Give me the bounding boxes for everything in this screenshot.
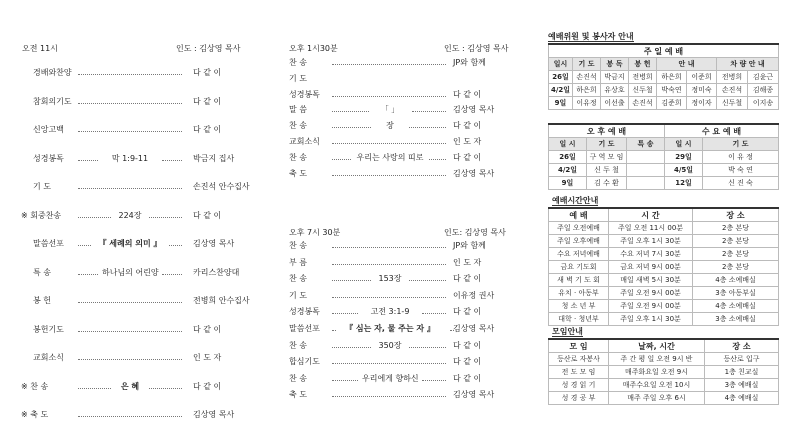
leader-dots — [78, 188, 182, 189]
schedule-col-time: 시 간 — [609, 208, 693, 222]
leader-dots — [422, 380, 446, 381]
morning-item-label: 특 송 — [33, 267, 51, 277]
evening-item-label: 축 도 — [289, 390, 307, 400]
afternoon-item-detail: 우리는 사랑의 띠로 — [356, 152, 424, 162]
afternoon-item-label: 찬 송 — [289, 58, 307, 67]
pm-row-cell: 신 진 숙 — [703, 177, 779, 190]
evening-item-label: 찬 송 — [289, 373, 307, 383]
afternoon-item-leader: 다 같 이 — [453, 152, 482, 162]
afternoon-item-label: 기 도 — [289, 73, 307, 83]
schedule-row-cell: 주일 오전 9시 00분 — [609, 300, 693, 313]
meetings-row-cell: 등산로 입구 — [705, 353, 779, 366]
sunday-row-cell: 이유정 — [573, 97, 601, 110]
sunday-row-cell: 하은희 — [657, 71, 687, 84]
leader-dots — [332, 347, 371, 348]
leader-dots — [162, 274, 182, 275]
leader-dots — [332, 247, 446, 248]
col-offering: 봉 헌 — [629, 58, 657, 71]
evening-item-leader: 다 같 이 — [453, 357, 482, 367]
leader-dots — [332, 175, 446, 176]
leader-dots — [169, 245, 182, 246]
morning-item-leader: 인 도 자 — [193, 353, 222, 362]
morning-item-leader: 손진석 안수집사 — [193, 182, 250, 191]
meetings-title-text: 모임안내 — [552, 327, 583, 336]
leader-dots — [332, 159, 351, 160]
wed-col-date: 일 시 — [665, 138, 703, 151]
sunday-row-cell: 4/2일 — [549, 84, 573, 97]
schedule-row — [549, 274, 779, 287]
schedule-row — [549, 313, 779, 326]
meetings-row-cell: 매주수요일 오전 10시 — [609, 379, 705, 392]
evening-item-leader: 김상영 목사 — [453, 390, 495, 400]
leader-dots — [162, 160, 182, 161]
leader-dots — [78, 160, 98, 161]
sunday-header: 주 일 예 배 — [549, 44, 779, 58]
schedule-row — [549, 222, 779, 235]
leader-dots — [332, 280, 371, 281]
leader-dots — [78, 359, 182, 360]
afternoon-item-detail: 「 」 — [380, 105, 400, 115]
schedule-row-cell: 주일 오후 1시 30분 — [609, 313, 693, 326]
leader-dots — [78, 388, 111, 389]
morning-item-leader: 다 같 이 — [193, 96, 222, 106]
leader-dots — [78, 416, 182, 417]
evening-item-label: 찬 송 — [289, 274, 307, 284]
sunday-row-cell: 박숙연 — [657, 84, 687, 97]
meetings-row-cell: 1층 친교실 — [705, 366, 779, 379]
col-reading: 봉 독 — [601, 58, 629, 71]
sunday-row-cell: 손진석 — [717, 84, 748, 97]
morning-item-leader: 다 같 이 — [193, 210, 222, 220]
col-date: 일시 — [549, 58, 573, 71]
morning-item-label: 성경봉독 — [33, 153, 64, 163]
afternoon-item-label: 교회소식 — [289, 137, 320, 146]
pm-header: 오 후 예 배 — [549, 124, 665, 138]
morning-item-label: ※ 회중찬송 — [21, 210, 62, 220]
evening-item-detail: 350장 — [378, 340, 402, 350]
servers-title — [548, 31, 634, 42]
schedule-row-cell: 주일 오후예배 — [549, 235, 609, 248]
leader-dots — [78, 274, 98, 275]
leader-dots — [78, 331, 182, 332]
schedule-row-cell: 주일 오전 9시 00분 — [609, 287, 693, 300]
morning-item-leader: 다 같 이 — [193, 324, 222, 334]
meetings-row-cell: 등산로 자봉사 — [549, 353, 609, 366]
meetings-row-cell: 3층 예배실 — [705, 379, 779, 392]
meetings-row — [549, 379, 779, 392]
morning-item-label: 봉헌기도 — [33, 324, 64, 334]
pm-row-cell: 29일 — [665, 151, 703, 164]
meetings-row-cell: 매주 주일 오후 6시 — [609, 392, 705, 405]
morning-item-label: ※ 찬 송 — [21, 381, 49, 391]
afternoon-time: 오후 1시30분 — [289, 44, 338, 53]
evening-item-leader: 다 같 이 — [453, 274, 482, 284]
leader-dots — [332, 297, 446, 298]
meetings-row-cell: 매주화요일 오전 9시 — [609, 366, 705, 379]
sunday-row-cell: 박금지 — [601, 71, 629, 84]
pm-row — [549, 164, 779, 177]
leader-dots — [78, 245, 91, 246]
schedule-row — [549, 235, 779, 248]
morning-leader: 인도 : 김상영 목사 — [176, 44, 241, 53]
evening-item-detail: 우리에게 향하신 — [362, 373, 419, 383]
sunday-row-cell: 손진석 — [629, 97, 657, 110]
schedule-row-cell: 수요 저녁 7시 30분 — [609, 248, 693, 261]
schedule-row-cell: 2층 본당 — [693, 222, 779, 235]
pm-row-cell: 4/2일 — [549, 164, 587, 177]
morning-item-leader: 전병희 안수집사 — [193, 296, 250, 305]
schedule-row — [549, 261, 779, 274]
morning-item-label: 봉 헌 — [33, 296, 51, 305]
afternoon-item-label: 찬 송 — [289, 121, 307, 131]
morning-item-leader: 카리스찬양대 — [193, 267, 240, 277]
schedule-row-cell: 매일 새벽 5시 30분 — [609, 274, 693, 287]
pm-row-cell: 신 두 철 — [587, 164, 627, 177]
wed-col-prayer: 기 도 — [703, 138, 779, 151]
schedule-row-cell: 금요 기도회 — [549, 261, 609, 274]
sunday-row-cell: 손진석 — [573, 71, 601, 84]
leader-dots — [332, 143, 446, 144]
evening-item-label: 합심기도 — [289, 357, 320, 367]
evening-item-label: 말씀선포 — [289, 324, 320, 333]
col-guide: 안 내 — [657, 58, 717, 71]
evening-item-leader: 인 도 자 — [453, 257, 482, 267]
pm-row-cell — [627, 151, 665, 164]
evening-item-label: 기 도 — [289, 290, 307, 300]
afternoon-item-detail: 장 — [386, 121, 394, 131]
afternoon-item-leader: JP와 함께 — [453, 58, 486, 67]
leader-dots — [409, 127, 446, 128]
sunday-row-cell: 26일 — [549, 71, 573, 84]
morning-item-leader: 김상영 목사 — [193, 239, 235, 248]
schedule-title-text: 예배시간안내 — [552, 196, 599, 205]
afternoon-item-leader: 김상영 목사 — [453, 105, 495, 115]
sunday-row — [549, 71, 779, 84]
sunday-row-cell: 정미숙 — [687, 84, 717, 97]
evening-leader: 인도: 김상영 목사 — [444, 228, 506, 237]
sunday-row-cell: 유상호 — [601, 84, 629, 97]
meetings-row — [549, 353, 779, 366]
leader-dots — [332, 380, 358, 381]
evening-item-detail: 『 심는 자, 물 주는 자 』 — [345, 324, 435, 333]
schedule-row-cell: 수요 저녁예배 — [549, 248, 609, 261]
meetings-row-cell: 주 간 평 일 오전 9시 반 — [609, 353, 705, 366]
pm-row-cell: 4/5일 — [665, 164, 703, 177]
leader-dots — [409, 347, 446, 348]
pm-row-cell — [627, 164, 665, 177]
leader-dots — [78, 131, 182, 132]
col-vehicle: 차 량 안 내 — [717, 58, 779, 71]
sunday-row-cell: 신두철 — [717, 97, 748, 110]
schedule-row-cell: 대학 · 청년부 — [549, 313, 609, 326]
leader-dots — [332, 127, 371, 128]
leader-dots — [422, 313, 446, 314]
meetings-title — [552, 326, 583, 337]
pm-col-special: 특 송 — [627, 138, 665, 151]
morning-item-label: 말씀선포 — [33, 239, 64, 248]
pm-row-cell: 26일 — [549, 151, 587, 164]
morning-item-label: ※ 축 도 — [21, 410, 49, 419]
sunday-row — [549, 84, 779, 97]
morning-item-detail: 224장 — [118, 210, 142, 220]
evening-item-detail: 고전 3:1-9 — [370, 307, 410, 317]
pm-row-cell — [627, 177, 665, 190]
morning-item-leader: 다 같 이 — [193, 381, 222, 391]
morning-item-detail: 은 혜 — [120, 381, 140, 391]
evening-item-label: 부 름 — [289, 257, 307, 267]
sunday-row-cell: 9일 — [549, 97, 573, 110]
morning-item-leader: 박금지 집사 — [193, 153, 235, 163]
morning-item-label: 교회소식 — [33, 353, 64, 362]
afternoon-leader: 인도 : 김상영 목사 — [444, 44, 509, 53]
leader-dots — [332, 111, 369, 112]
evening-item-leader: JP와 함께 — [453, 241, 486, 250]
evening-item-leader: 다 같 이 — [453, 340, 482, 350]
leader-dots — [450, 330, 454, 331]
meetings-row — [549, 392, 779, 405]
sunday-row-cell: 신두철 — [629, 84, 657, 97]
sunday-row-cell: 전병희 — [629, 71, 657, 84]
pm-row-cell: 이 유 정 — [703, 151, 779, 164]
evening-item-label: 찬 송 — [289, 340, 307, 350]
morning-item-leader: 다 같 이 — [193, 68, 222, 77]
pm-row-cell: 12일 — [665, 177, 703, 190]
leader-dots — [332, 396, 446, 397]
sunday-row-cell: 하은희 — [573, 84, 601, 97]
leader-dots — [332, 96, 446, 97]
leader-dots — [78, 74, 182, 75]
pm-col-prayer: 기 도 — [587, 138, 627, 151]
schedule-row-cell: 금요 저녁 9시 00분 — [609, 261, 693, 274]
afternoon-item-leader: 다 같 이 — [453, 89, 482, 99]
schedule-row-cell: 4층 소예배실 — [693, 300, 779, 313]
leader-dots — [332, 313, 358, 314]
leader-dots — [412, 111, 447, 112]
schedule-row-cell: 2층 본당 — [693, 261, 779, 274]
afternoon-item-leader: 다 같 이 — [453, 121, 482, 131]
afternoon-item-leader: 인 도 자 — [453, 137, 482, 146]
pm-row-cell: 구 역 모 임 — [587, 151, 627, 164]
sunday-row-cell: 이선출 — [601, 97, 629, 110]
meetings-row-cell: 4층 예배실 — [705, 392, 779, 405]
meetings-col-time: 날짜, 시간 — [609, 339, 705, 353]
schedule-row-cell: 2층 본당 — [693, 248, 779, 261]
pm-wed-table — [548, 123, 779, 190]
meetings-row-cell: 성 경 읽 기 — [549, 379, 609, 392]
morning-item-detail: 하나님의 어린양 — [102, 267, 159, 277]
schedule-title — [552, 195, 598, 206]
morning-item-detail: 『 세례의 의미 』 — [98, 239, 162, 248]
leader-dots — [78, 103, 182, 104]
pm-row-cell: 9일 — [549, 177, 587, 190]
meetings-col-name: 모 임 — [549, 339, 609, 353]
sunday-servers-table — [548, 43, 779, 110]
morning-item-label: 경배와찬양 — [33, 68, 72, 77]
meetings-row-cell: 전 도 모 임 — [549, 366, 609, 379]
wed-header: 수 요 예 배 — [665, 124, 779, 138]
col-prayer: 기 도 — [573, 58, 601, 71]
sunday-row-cell: 김해종 — [748, 84, 779, 97]
schedule-col-service: 예 배 — [549, 208, 609, 222]
leader-dots — [149, 388, 182, 389]
schedule-table — [548, 207, 779, 326]
schedule-row — [549, 248, 779, 261]
pm-col-date: 일 시 — [549, 138, 587, 151]
schedule-row-cell: 주일 오전예배 — [549, 222, 609, 235]
schedule-row-cell: 주일 오후 1시 30분 — [609, 235, 693, 248]
afternoon-item-label: 성경봉독 — [289, 89, 320, 99]
leader-dots — [332, 64, 446, 65]
pm-row-cell: 김 수 환 — [587, 177, 627, 190]
afternoon-item-label: 축 도 — [289, 168, 307, 178]
leader-dots — [78, 302, 182, 303]
evening-item-leader: 김상영 목사 — [453, 324, 495, 333]
morning-item-detail: 막 1:9-11 — [111, 153, 149, 163]
leader-dots — [78, 217, 111, 218]
morning-item-label: 기 도 — [33, 182, 51, 191]
schedule-row-cell: 3층 아동부실 — [693, 287, 779, 300]
afternoon-item-label: 찬 송 — [289, 152, 307, 162]
schedule-row-cell: 주일 오전 11시 00분 — [609, 222, 693, 235]
leader-dots — [409, 280, 446, 281]
morning-item-label: 신앙고백 — [33, 125, 64, 134]
meetings-table — [548, 338, 779, 405]
sunday-row-cell: 김준희 — [657, 97, 687, 110]
sunday-row — [549, 97, 779, 110]
meetings-row — [549, 366, 779, 379]
evening-item-label: 성경봉독 — [289, 307, 320, 317]
schedule-col-place: 장 소 — [693, 208, 779, 222]
morning-time: 오전 11시 — [22, 44, 58, 53]
schedule-row-cell: 2층 본당 — [693, 235, 779, 248]
servers-title-text: 예배위원 및 봉사자 안내 — [548, 32, 634, 41]
afternoon-item-leader: 김상영 목사 — [453, 168, 495, 178]
evening-item-leader: 이유정 권사 — [453, 290, 495, 300]
morning-item-label: 참회의기도 — [33, 96, 72, 106]
afternoon-item-label: 말 씀 — [289, 105, 307, 115]
leader-dots — [149, 217, 182, 218]
sunday-row-cell: 이준희 — [687, 71, 717, 84]
pm-row — [549, 177, 779, 190]
schedule-row-cell: 4층 소예배실 — [693, 274, 779, 287]
evening-item-leader: 다 같 이 — [453, 373, 482, 383]
schedule-row — [549, 287, 779, 300]
sunday-row-cell: 이지송 — [748, 97, 779, 110]
evening-time: 오후 7시 30분 — [289, 228, 341, 237]
sunday-row-cell: 전병희 — [717, 71, 748, 84]
meetings-col-place: 장 소 — [705, 339, 779, 353]
schedule-row-cell: 3층 소예배실 — [693, 313, 779, 326]
evening-item-label: 찬 송 — [289, 241, 307, 250]
leader-dots — [429, 159, 446, 160]
morning-item-leader: 다 같 이 — [193, 125, 222, 134]
sunday-row-cell: 김윤근 — [748, 71, 779, 84]
evening-item-detail: 153장 — [378, 274, 402, 284]
morning-item-leader: 김상영 목사 — [193, 410, 235, 419]
pm-row — [549, 151, 779, 164]
leader-dots — [332, 363, 446, 364]
schedule-row-cell: 청 소 년 부 — [549, 300, 609, 313]
schedule-row-cell: 새 벽 기 도 회 — [549, 274, 609, 287]
evening-item-leader: 다 같 이 — [453, 307, 482, 317]
sunday-row-cell: 정이자 — [687, 97, 717, 110]
schedule-row-cell: 유치 · 아동부 — [549, 287, 609, 300]
schedule-row — [549, 300, 779, 313]
pm-row-cell: 박 숙 연 — [703, 164, 779, 177]
meetings-row-cell: 성 경 공 부 — [549, 392, 609, 405]
leader-dots — [332, 264, 446, 265]
